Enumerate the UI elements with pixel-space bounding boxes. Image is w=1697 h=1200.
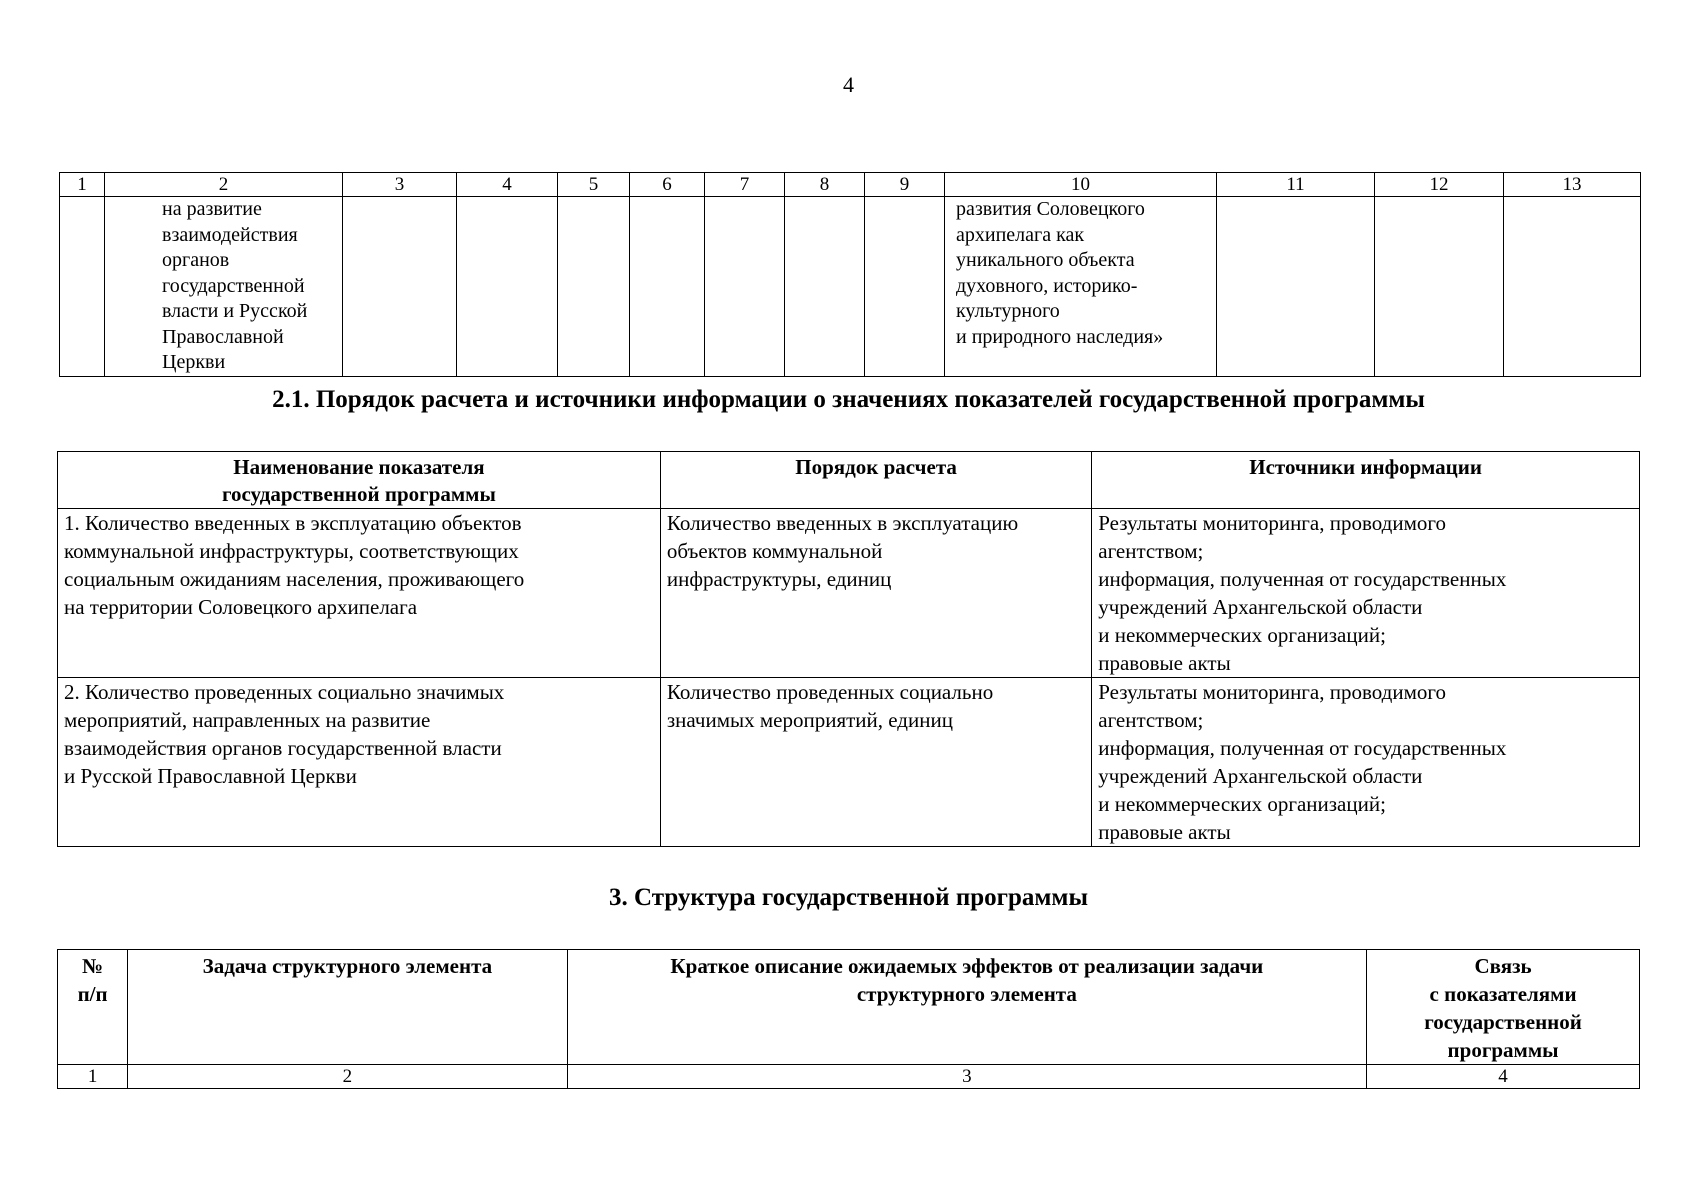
cell-col2: на развитие взаимодействия органов государственной власти и Русской Православной Церкви [105, 197, 343, 377]
section-3-title: 3. Структура государственной программы [609, 884, 1088, 911]
column-number-row [60, 173, 1641, 197]
table-row [58, 509, 1640, 678]
column-number-row [58, 1065, 1640, 1089]
section-2-1-title: 2.1. Порядок расчета и источники информации о значениях показателей государственной программы [272, 386, 1425, 413]
information-source: Результаты мониторинга, проводимого агентством; информация, полученная от государственных учреждений Архангельской области и некоммерческих организаций; правовые акты [1092, 509, 1640, 678]
column-number: 3 [567, 1065, 1367, 1089]
header-number: № п/п [58, 950, 128, 1065]
column-number: 3 [343, 173, 457, 197]
calculation-method: Количество введенных в эксплуатацию объектов коммунальной инфраструктуры, единиц [660, 509, 1091, 678]
header-task: Задача структурного элемента [128, 950, 567, 1065]
table-header-row [58, 950, 1640, 1065]
column-number: 6 [630, 173, 705, 197]
calculation-method: Количество проведенных социально значимых мероприятий, единиц [660, 678, 1091, 847]
header-information-sources: Источники информации [1092, 452, 1640, 509]
table-row [60, 197, 1641, 377]
column-number: 2 [105, 173, 343, 197]
column-number: 1 [60, 173, 105, 197]
table-header-row [58, 452, 1640, 509]
header-effects-description: Краткое описание ожидаемых эффектов от реализации задачи структурного элемента [567, 950, 1367, 1065]
column-number: 12 [1375, 173, 1504, 197]
continuation-table [59, 172, 1641, 377]
column-number: 1 [58, 1065, 128, 1089]
column-number: 7 [705, 173, 785, 197]
indicator-name: 1. Количество введенных в эксплуатацию объектов коммунальной инфраструктуры, соответствующих социальным ожиданиям населения, проживающего на территории Соловецкого архипелага [58, 509, 661, 678]
column-number: 13 [1504, 173, 1641, 197]
header-link-to-indicators: Связь с показателями государственной программы [1367, 950, 1640, 1065]
column-number: 2 [128, 1065, 567, 1089]
table-row [58, 678, 1640, 847]
structure-table [57, 949, 1640, 1089]
indicators-table [57, 451, 1640, 847]
column-number: 5 [558, 173, 630, 197]
column-number: 11 [1217, 173, 1375, 197]
column-number: 4 [457, 173, 558, 197]
column-number: 9 [865, 173, 945, 197]
indicator-name: 2. Количество проведенных социально значимых мероприятий, направленных на развитие взаимодействия органов государственной власти и Русской Православной Церкви [58, 678, 661, 847]
column-number: 8 [785, 173, 865, 197]
information-source: Результаты мониторинга, проводимого агентством; информация, полученная от государственных учреждений Архангельской области и некоммерческих организаций; правовые акты [1092, 678, 1640, 847]
cell-col10: развития Соловецкого архипелага как уникального объекта духовного, историко- культурного и природного наследия» [945, 197, 1217, 377]
column-number: 10 [945, 173, 1217, 197]
header-indicator-name: Наименование показателя государственной программы [58, 452, 661, 509]
page-number: 4 [843, 72, 854, 97]
header-calculation-method: Порядок расчета [660, 452, 1091, 509]
column-number: 4 [1367, 1065, 1640, 1089]
